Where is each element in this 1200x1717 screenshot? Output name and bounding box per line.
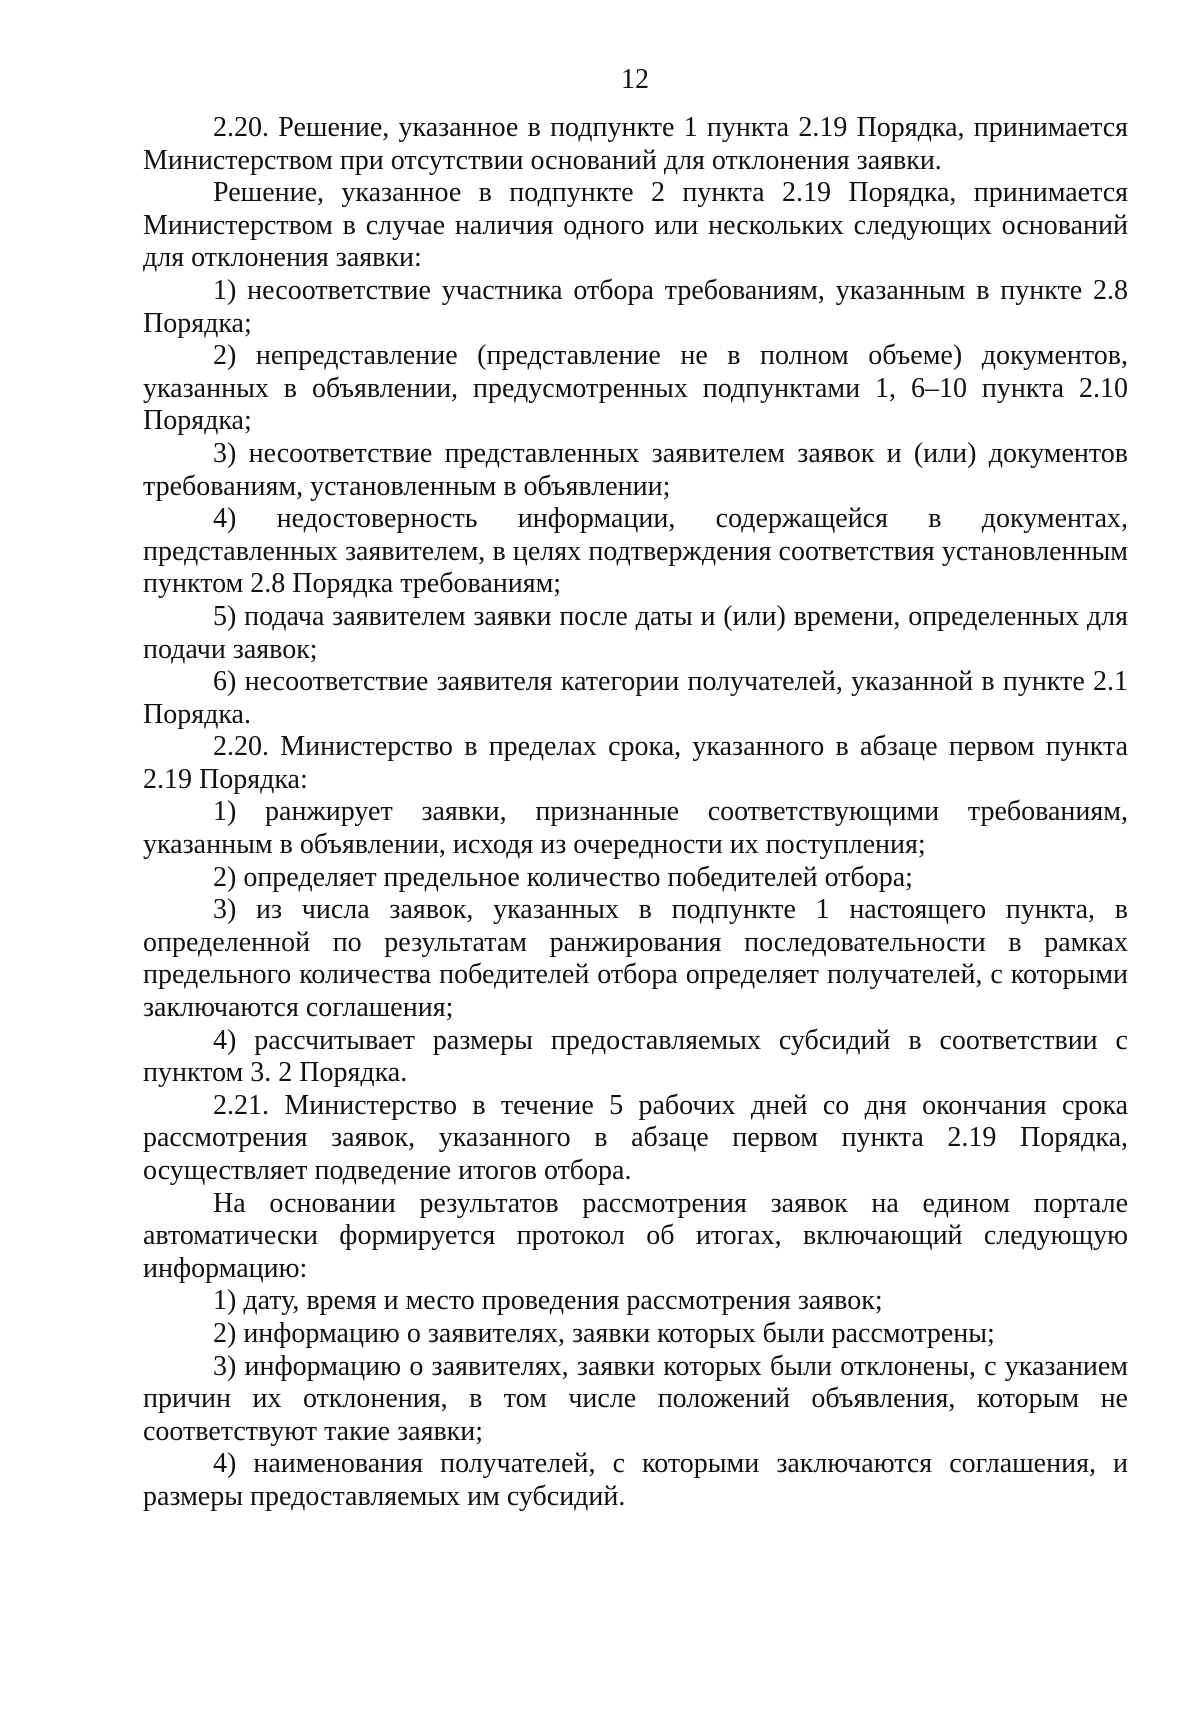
paragraph-rejection-grounds: Решение, указанное в подпункте 2 пункта 2.19 Порядка, принимается Министерством в случае наличия одного или нескольких следующих оснований для отклонения заявки:	[143, 177, 1128, 274]
list-item-ground-1: 1) несоответствие участника отбора требованиям, указанным в пункте 2.8 Порядка;	[143, 274, 1128, 339]
list-item-ministry-4: 4) рассчитывает размеры предоставляемых субсидий в соответствии с пунктом 3. 2 Порядка.	[143, 1024, 1128, 1089]
list-item-ministry-3: 3) из числа заявок, указанных в подпункте 1 настоящего пункта, в определенной по результатам ранжирования последовательности в рамках предельного количества победителей отбора определяет получателей, с которыми заключаются соглашения;	[143, 894, 1128, 1024]
paragraph-2-20-ministry: 2.20. Министерство в пределах срока, указанного в абзаце первом пункта 2.19 Порядка:	[143, 731, 1128, 795]
page-number: 12	[621, 64, 649, 95]
list-item-protocol-3: 3) информацию о заявителях, заявки которых были отклонены, с указанием причин их отклонения, в том числе положений объявления, которым не соответствуют такие заявки;	[143, 1350, 1128, 1447]
document-body	[143, 112, 1128, 1514]
paragraph-2-21: 2.21. Министерство в течение 5 рабочих дней со дня окончания срока рассмотрения заявок, указанного в абзаце первом пункта 2.19 Порядка, осуществляет подведение итогов отбора.	[143, 1089, 1128, 1186]
list-item-ministry-1: 1) ранжирует заявки, признанные соответствующими требованиям, указанным в объявлении, исходя из очередности их поступления;	[143, 796, 1128, 861]
list-item-protocol-1: 1) дату, время и место проведения рассмотрения заявок;	[213, 1285, 883, 1317]
list-item-ground-4: 4) недостоверность информации, содержащейся в документах, представленных заявителем, в целях подтверждения соответствия установленным пунктом 2.8 Порядка требованиям;	[143, 503, 1128, 600]
list-item-protocol-4: 4) наименования получателей, с которыми заключаются соглашения, и размеры предоставляемых им субсидий.	[143, 1448, 1128, 1512]
list-item-protocol-2: 2) информацию о заявителях, заявки которых были рассмотрены;	[213, 1317, 995, 1349]
paragraph-2-20-decision: 2.20. Решение, указанное в подпункте 1 пункта 2.19 Порядка, принимается Министерством при отсутствии оснований для отклонения заявки.	[143, 112, 1128, 176]
list-item-ground-2: 2) непредставление (представление не в полном объеме) документов, указанных в объявлении, предусмотренных подпунктами 1, 6–10 пункта 2.10 Порядка;	[143, 340, 1128, 437]
list-item-ground-5: 5) подача заявителем заявки после даты и (или) времени, определенных для подачи заявок;	[143, 600, 1128, 665]
list-item-ground-3: 3) несоответствие представленных заявителем заявок и (или) документов требованиям, установленным в объявлении;	[143, 437, 1128, 502]
list-item-ministry-2: 2) определяет предельное количество победителей отбора;	[213, 861, 913, 893]
list-item-ground-6: 6) несоответствие заявителя категории получателей, указанной в пункте 2.1 Порядка.	[143, 666, 1128, 730]
paragraph-protocol: На основании результатов рассмотрения заявок на едином портале автоматически формируется протокол об итогах, включающий следующую информацию:	[143, 1187, 1128, 1284]
